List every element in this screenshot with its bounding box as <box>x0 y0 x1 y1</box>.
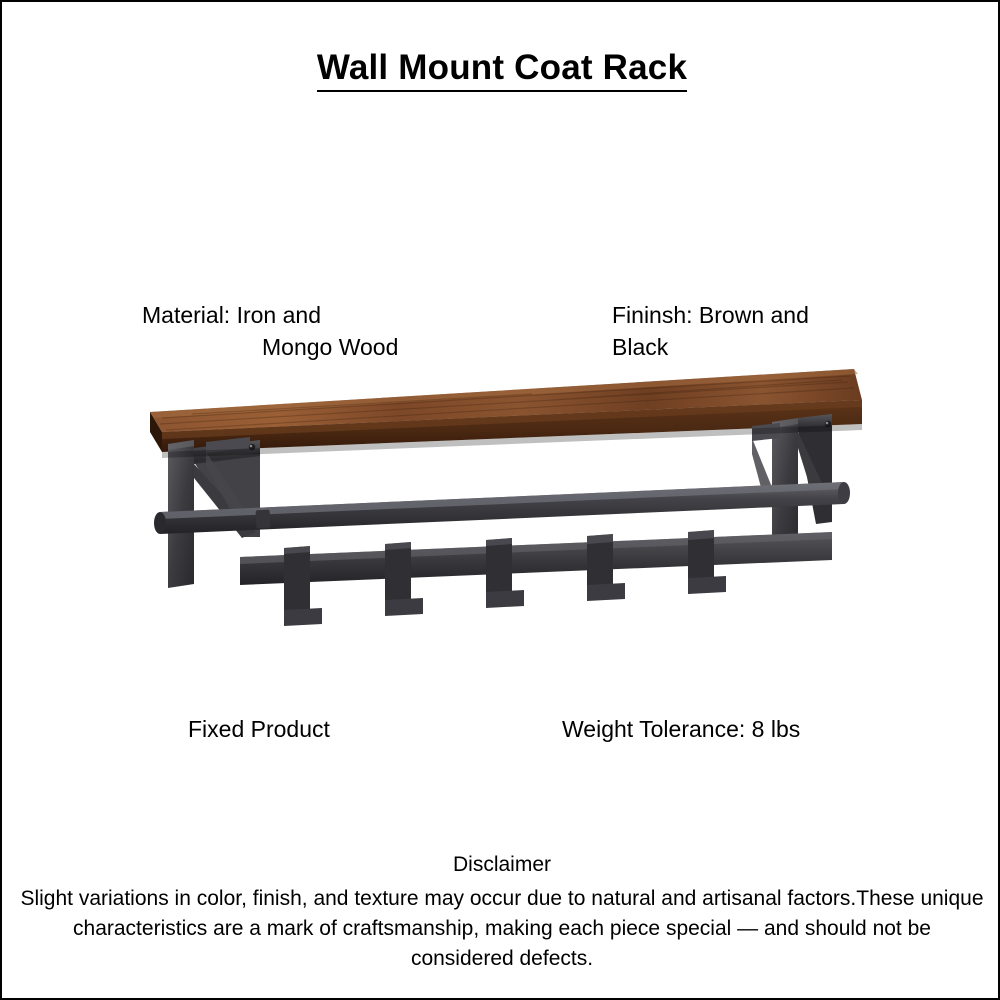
spec-finish-line2: Black <box>612 334 669 360</box>
spec-material-line1: Material: Iron and <box>142 302 321 328</box>
spec-fixed-product: Fixed Product <box>188 716 330 742</box>
spec-weight-tolerance: Weight Tolerance: 8 lbs <box>562 716 801 742</box>
page-title <box>2 48 1000 88</box>
page-title-text: Wall Mount Coat Rack <box>317 48 687 92</box>
product-image <box>132 352 877 652</box>
spec-finish-line1: Fininsh: Brown and <box>612 302 809 328</box>
disclaimer-heading: Disclaimer <box>452 853 551 876</box>
spec-material-line2: Mongo Wood <box>262 334 399 360</box>
coat-rack-illustration <box>132 352 877 652</box>
disclaimer-body: Slight variations in color, finish, and texture may occur due to natural and artisanal factors.These unique characteristics are a mark of craftsmanship, making each piece special — and should not be considered defects. <box>20 887 984 970</box>
